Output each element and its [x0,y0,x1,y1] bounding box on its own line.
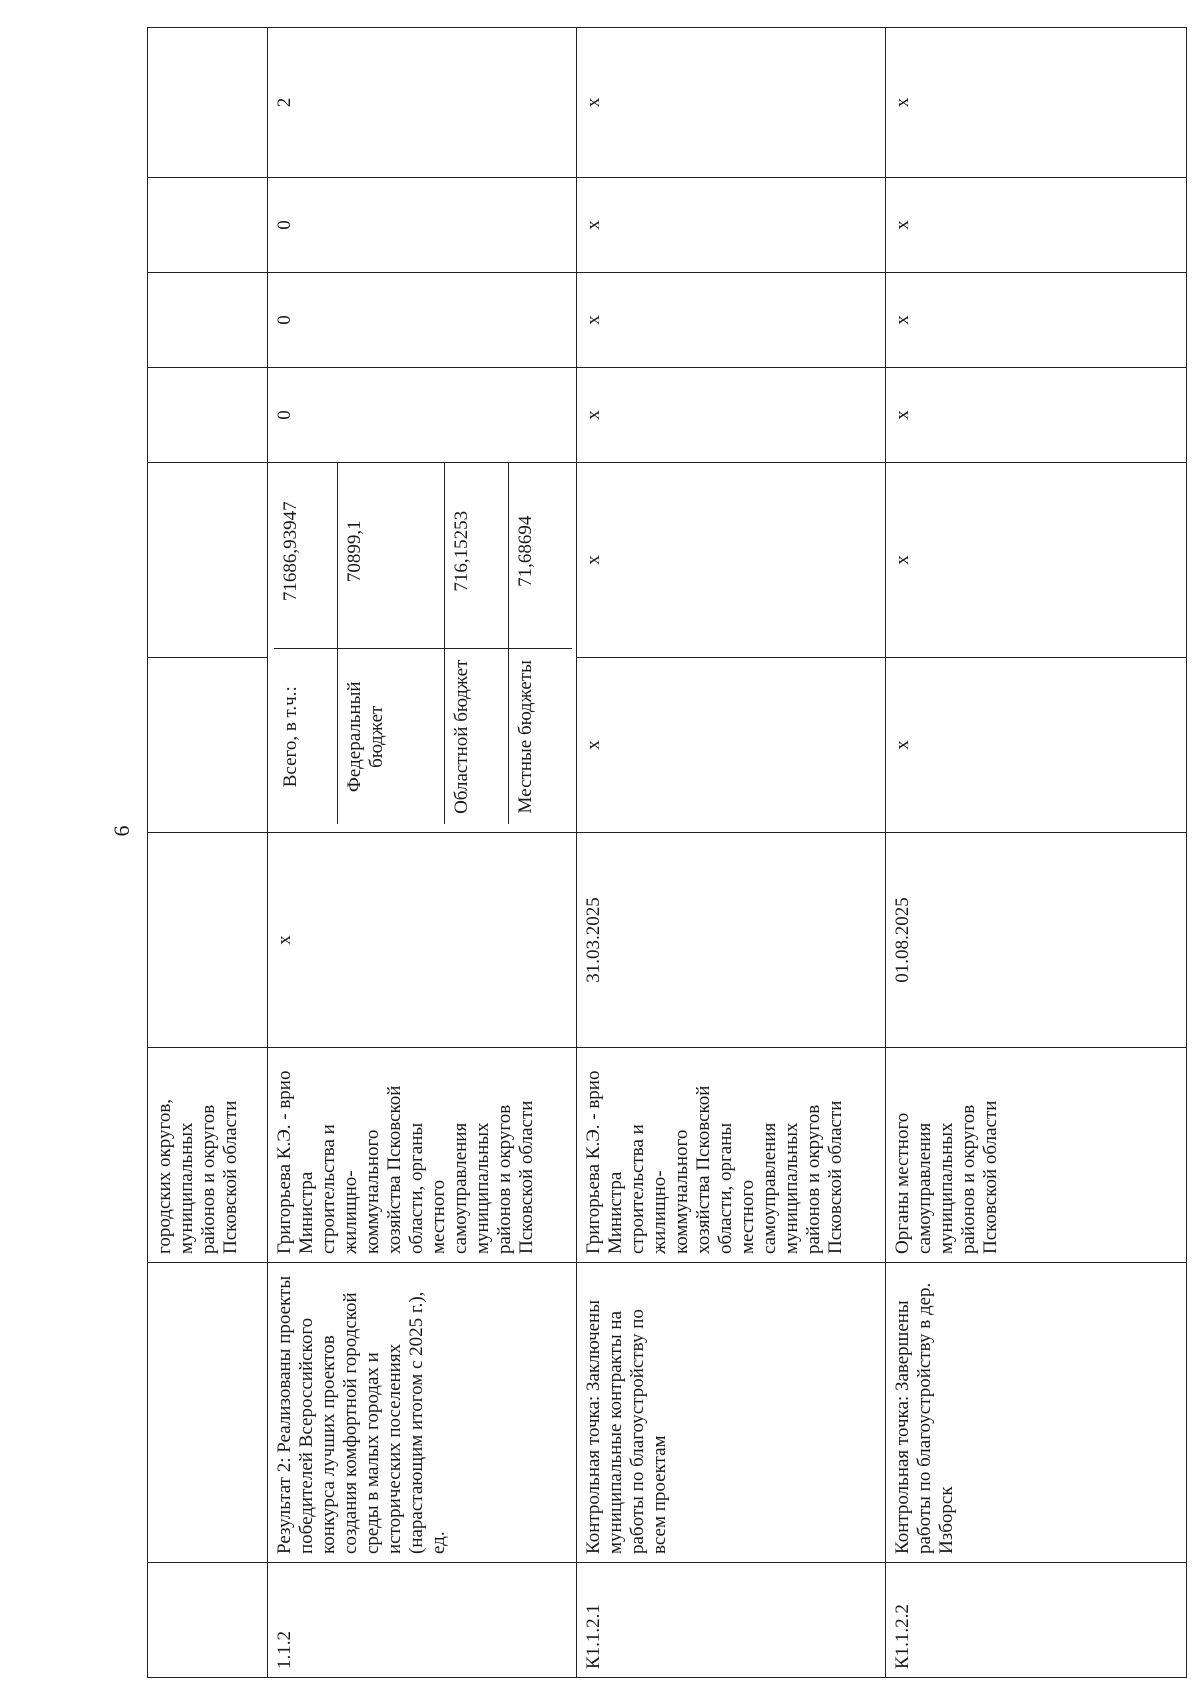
cell-source-empty [148,658,268,833]
cell-v1-empty [148,368,268,463]
row-value-3: x [886,178,1187,273]
cell-name-empty [148,1263,268,1563]
table-row [886,28,1187,1678]
row-name: Контрольная точка: Заключены муниципальные контракты на работы по благоустройству по всем проектам [577,1263,886,1563]
finance-source: Местные бюджеты [509,649,572,824]
row-number: К1.1.2.1 [577,1563,886,1678]
finance-amount: 71686,93947 [274,463,337,650]
row-name: Результат 2: Реализованы проекты победителей Всероссийского конкурса лучших проектов создания комфортной городской среды в малых городах и исторических поселениях (нарастающим итогом с 2025 г.), ед. [268,1263,577,1563]
cell-v3-empty [148,178,268,273]
row-responsible [886,1048,1187,1263]
cell-amount-empty [148,463,268,658]
finance-amount: 71,68694 [509,463,572,650]
row-value-4: 2 [268,28,577,178]
row-value-1: x [886,368,1187,463]
table-row [577,28,886,1678]
cell-num-empty [148,1563,268,1678]
finance-amount: 716,15253 [445,463,509,650]
row-value-1: 0 [268,368,577,463]
rotated-table-container [147,18,1192,1678]
row-responsible [577,1048,886,1263]
row-source: x [577,658,886,833]
row-number: 1.1.2 [268,1563,577,1678]
finance-source: Федеральный бюджет [338,649,445,824]
plan-table [147,27,1187,1678]
row-amount: x [886,463,1187,658]
finance-source: Всего, в т.ч.: [274,649,337,824]
continuation-row [148,28,268,1678]
table-row [268,28,577,1678]
cell-v4-empty [148,28,268,178]
row-responsible [268,1048,577,1263]
row-date: 31.03.2025 [577,833,886,1048]
page-number: 6 [109,825,134,837]
cell-responsible-cont [148,1048,268,1263]
finance-table [274,463,572,825]
responsible-text: Григорьева К.Э. - врио Министра строительства и жилищно- коммунального хозяйства Псковской области, органы местного самоуправления муниципальных районов и округов Псковской области [583,1070,847,1254]
cell-date-empty [148,833,268,1048]
finance-breakdown [268,463,577,833]
row-value-3: x [577,178,886,273]
row-value-2: x [886,273,1187,368]
finance-amount: 70899,1 [338,463,445,650]
row-source: x [886,658,1187,833]
finance-source: Областной бюджет [445,649,509,824]
row-date: 01.08.2025 [886,833,1187,1048]
row-value-2: x [577,273,886,368]
row-name: Контрольная точка: Завершены работы по благоустройству в дер. Изборск [886,1263,1187,1563]
responsible-text: городских округов, муниципальных районов и округов Псковской области [154,1098,241,1254]
row-value-4: x [577,28,886,178]
row-value-2: 0 [268,273,577,368]
row-amount: x [577,463,886,658]
row-date: x [268,833,577,1048]
row-value-3: 0 [268,178,577,273]
responsible-text: Органы местного самоуправления муниципальных районов и округов Псковской области [892,1100,1002,1254]
row-value-1: x [577,368,886,463]
row-number: К1.1.2.2 [886,1563,1187,1678]
cell-v2-empty [148,273,268,368]
responsible-text: Григорьева К.Э. - врио Министра строительства и жилищно- коммунального хозяйства Псковской области, органы местного самоуправления муниципальных районов и округов Псковской области [274,1070,538,1254]
row-value-4: x [886,28,1187,178]
